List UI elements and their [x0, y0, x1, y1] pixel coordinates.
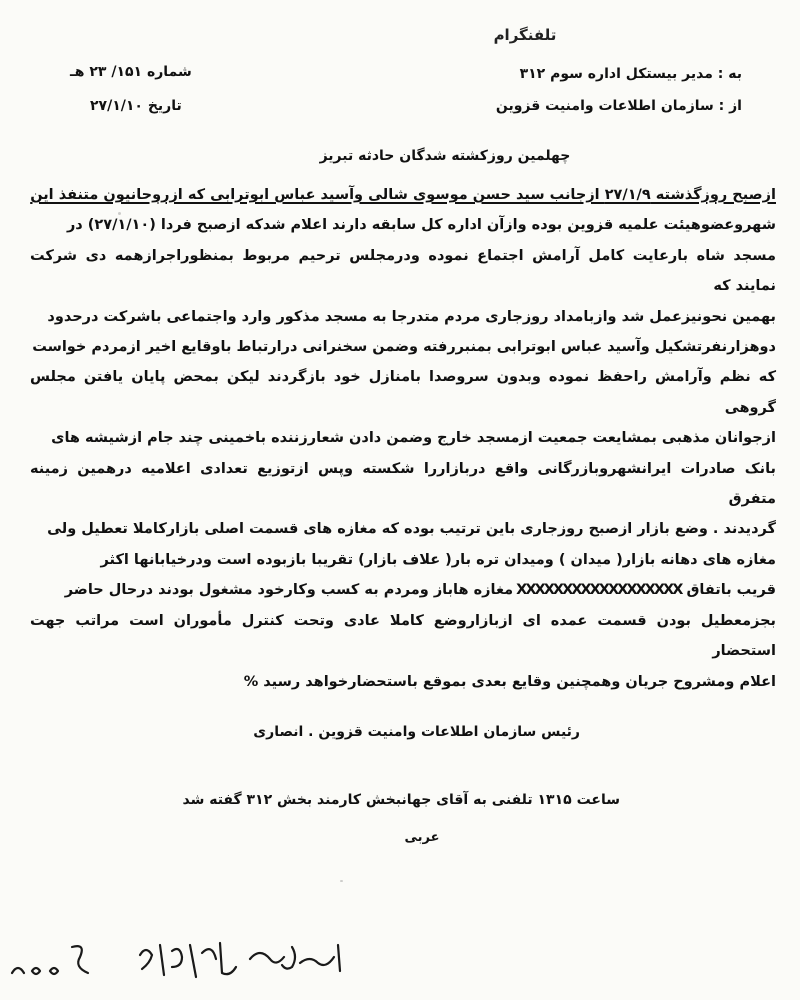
- body-line: دوهزارنفرتشکیل وآسید عباس ابوترابی بمنبررفته وضمن سخنرانی درارتباط باوقایع اخیر ازمردم خواست: [32, 339, 776, 356]
- telegram-title: تلفنگرام: [493, 26, 557, 44]
- body-line: بانک صادرات ایرانشهروبازرگانی واقع دربازاررا شکسته وپس ازتوزیع تعدادی اعلامیه درهمین زمینه متفرق: [30, 460, 776, 508]
- body-line: که نظم وآرامش راحفظ نموده وبدون سروصدا بامنازل خود بازگردند لیکن بمحض پایان یافتن مجلس گروهی: [30, 369, 776, 416]
- phone-relay-note: ساعت ۱۳۱۵ تلفنی به آقای جهانبخش کارمند بخش ۳۱۲ گفته شد: [182, 792, 620, 808]
- handwriting-scribble: [0, 925, 800, 995]
- body-line-struck: قریب باتفاق XXXXXXXXXXXXXXXXXX مغازه هاباز ومردم به کسب وکارخود مشغول بودند درحال حاضر: [64, 582, 776, 599]
- subject-line: چهلمین روزکشته شدگان حادثه تبریز: [319, 148, 571, 164]
- body-line: بجزمعطیل بودن قسمت عمده ای ازبازاروضع کاملا عادی وتحت کنترل مأموران است مراتب جهت استحضار: [30, 612, 776, 660]
- body-line: مسجد شاه بارعایت کامل آرامش اجتماع نموده ودرمجلس ترحیم مربوط بمنظوراجرازهمه دی شرکت نمایند که: [30, 247, 776, 295]
- body-line: شهروعضوهیئت علمیه قزوین بوده وازآن اداره کل سابقه دارند اعلام شدکه ازصبح فردا (۲۷/۱/۱۰) در: [66, 217, 776, 234]
- body-line: ازجوانان مذهبی بمشایعت جمعیت ازمسجد خارج وضمن دادن شعارزننده باخمینی چند جام ازشیشه های: [51, 430, 776, 447]
- body-line: اعلام ومشروح جریان وهمچنین وقایع بعدی بموقع باستحضارخواهد رسید %: [243, 673, 776, 690]
- recipient-line: به : مدیر بیستکل اداره سوم ۳۱۲: [519, 66, 742, 82]
- sender-line: از : سازمان اطلاعات وامنیت قزوین: [495, 98, 742, 114]
- body-line: بهمین نحونیزعمل شد وازبامداد روزجاری مردم متدرجا به مسجد مذکور وارد واجتماعی باشرکت درحدود: [47, 308, 776, 325]
- reference-number: شماره ۱۵۱/ ۲۳ هـ: [70, 64, 192, 80]
- initials: عربی: [404, 830, 440, 845]
- signature-line: رئیس سازمان اطلاعات وامنیت قزوین . انصاری: [253, 724, 580, 740]
- telegram-body: [30, 180, 776, 697]
- body-line: مغازه های دهانه بازار( میدان ) ومیدان تره بار( علاف بازار) تقریبا بازبوده است ودرخیابانها اکثر: [100, 551, 776, 568]
- scan-speck: [340, 880, 343, 882]
- handwritten-annotation: [0, 925, 800, 995]
- document-date: تاریخ ۲۷/۱/۱۰: [90, 98, 182, 114]
- body-line: گردیدند . وضع بازار ازصبح روزجاری باین ترتیب بوده که مغازه های قسمت اصلی بازارکاملا تعطیل ولی: [47, 521, 776, 538]
- body-line: ازصبح روزگذشته ۲۷/۱/۹ ازجانب سید حسن موسوی شالی وآسید عباس ابوترابی که ازروحانیون متنفذ این: [30, 187, 776, 203]
